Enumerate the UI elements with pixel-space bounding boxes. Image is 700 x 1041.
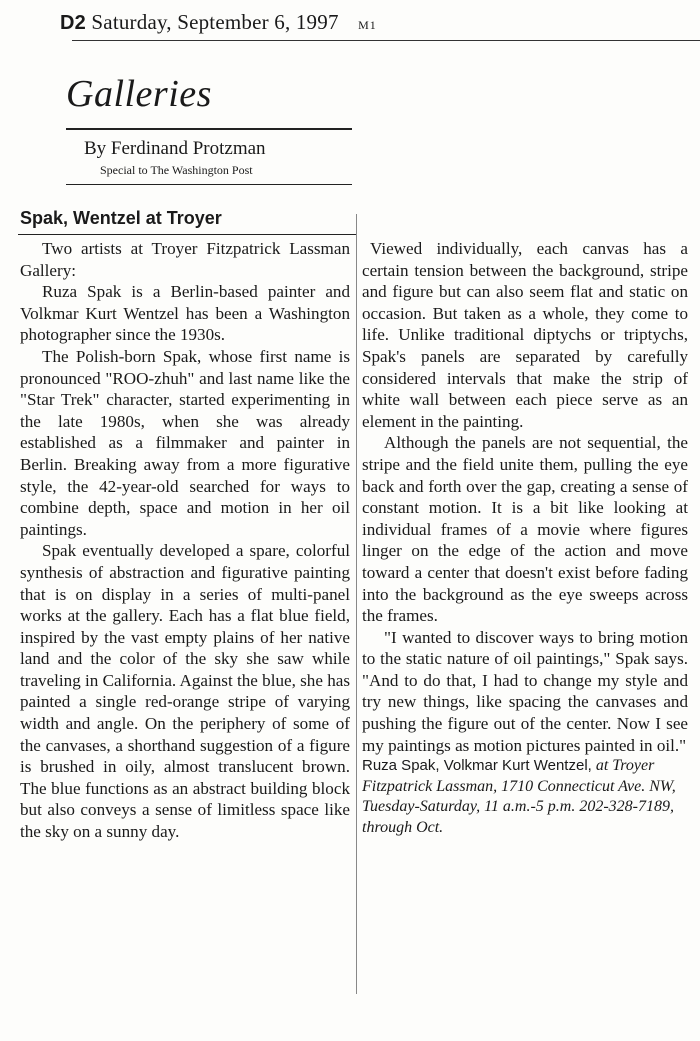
page-number: D2 bbox=[60, 12, 86, 34]
headline-rule bbox=[18, 234, 356, 235]
gallery-details: at Troyer Fitzpatrick Lassman, 1710 Connecticut Ave. NW, Tuesday-Saturday, 11 a.m.-5 p.m. 202-328-7189, through Oct. bbox=[362, 757, 676, 836]
header-rule bbox=[72, 40, 700, 41]
page-header bbox=[60, 10, 700, 40]
paragraph: Two artists at Troyer Fitzpatrick Lassman Gallery: bbox=[20, 239, 350, 280]
byline-credit: Special to The Washington Post bbox=[100, 163, 253, 177]
byline-author: By Ferdinand Protzman bbox=[84, 138, 266, 159]
paragraph: Viewed individually, each canvas has a certain tension between the background, stripe and figure but can also seem flat and static on occasion. But taken as a whole, they come to life. Unlike traditional diptychs or triptychs, Spak's panels are separated by carefully considered intervals that make the strip of white wall between each piece serve as an element in the painting. bbox=[362, 239, 688, 431]
article-column-right bbox=[362, 238, 688, 838]
page-date: Saturday, September 6, 1997 bbox=[91, 10, 339, 34]
paragraph: Ruza Spak is a Berlin-based painter and Volkmar Kurt Wentzel has been a Washington photographer since the 1930s. bbox=[20, 282, 350, 345]
article-column-left bbox=[20, 238, 350, 843]
section-title: Galleries bbox=[66, 73, 212, 115]
section-rule bbox=[66, 128, 352, 130]
paragraph: "I wanted to discover ways to bring motion to the static nature of oil paintings," Spak says. "And to do that, I had to change my style and try new things, like spacing the canvases and pushing the figure out of the center. Now I see my paintings as motion pictures painted in oil." bbox=[362, 627, 688, 755]
artist-names: Ruza Spak, Volkmar Kurt Wentzel, bbox=[362, 757, 592, 775]
gallery-info bbox=[362, 756, 688, 838]
paragraph: The Polish-born Spak, whose first name is pronounced "ROO-zhuh" and last name like the "Star Trek" character, started experimenting in the late 1980s, when she was already established as a filmmaker and painter in Berlin. Breaking away from a more figurative style, the 42-year-old searched for ways to combine depth, space and motion in her oil paintings. bbox=[20, 346, 350, 539]
paragraph: Although the panels are not sequential, the stripe and the field unite them, pulling the eye back and forth over the gap, creating a sense of constant motion. It is a bit like looking at individual frames of a movie where figures linger on the edge of the action and move toward a center that doesn't exist before fading into the background as the eye sweeps across the frames. bbox=[362, 433, 688, 626]
paragraph: Spak eventually developed a spare, colorful synthesis of abstraction and figurative painting that is on display in a series of multi-panel works at the gallery. Each has a flat blue field, inspired by the vast empty plains of her native land and the color of the sky she saw while traveling in California. Against the blue, she has painted a single red-orange stripe of varying width and angle. On the periphery of some of the canvases, a shorthand suggestion of a figure is brushed in oily, almost translucent brown. The blue functions as an abstract building block but also conveys a sense of limitless space like the sky on a sunny day. bbox=[20, 541, 350, 842]
byline-rule bbox=[66, 184, 352, 185]
edition-mark: M1 bbox=[358, 18, 377, 32]
column-divider bbox=[356, 214, 357, 994]
article-headline: Spak, Wentzel at Troyer bbox=[20, 208, 222, 228]
